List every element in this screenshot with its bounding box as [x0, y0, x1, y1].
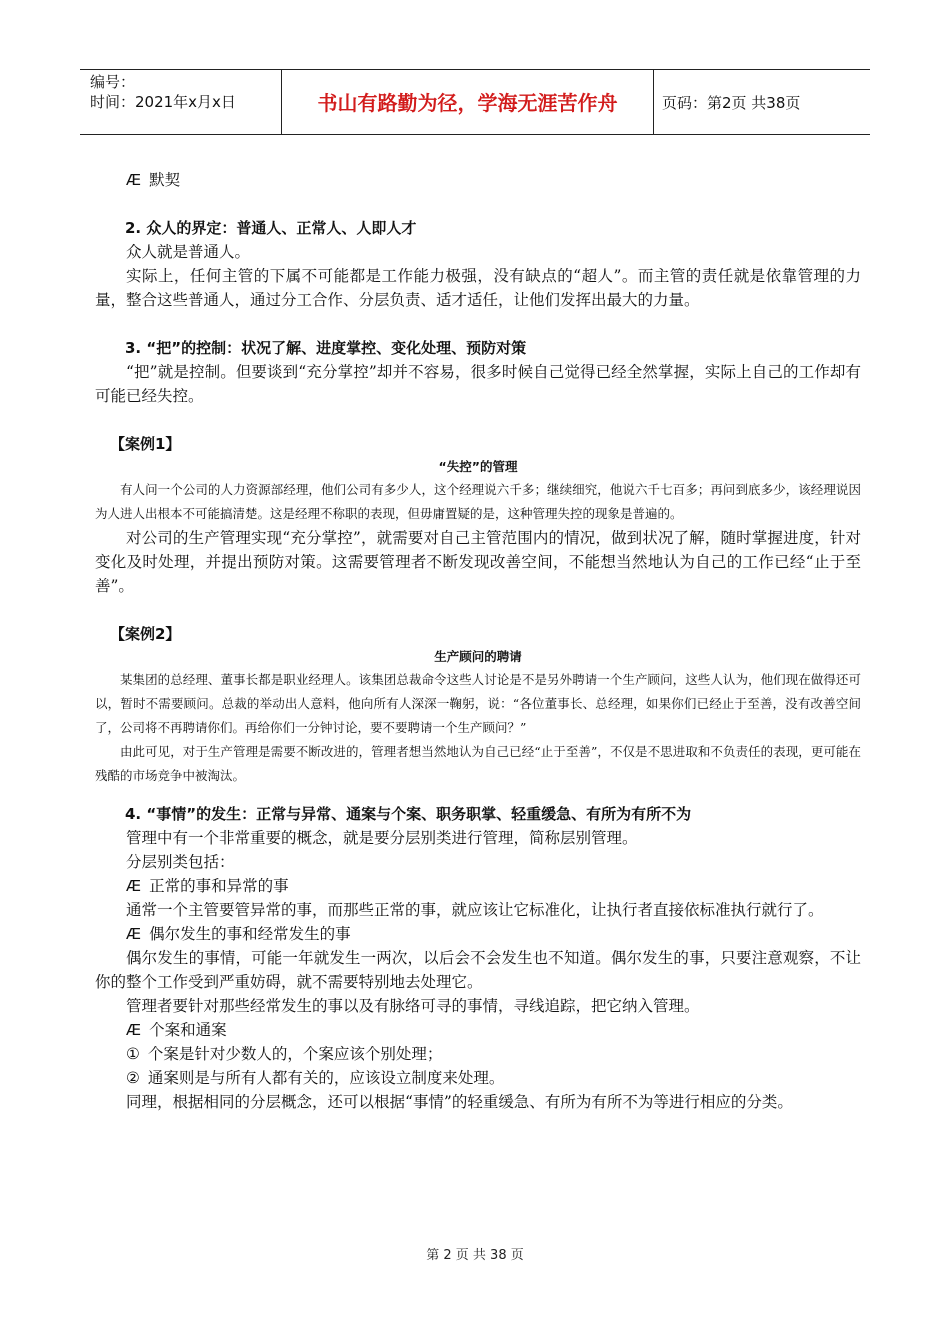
paragraph: 偶尔发生的事情，可能一年就发生一两次，以后会不会发生也不知道。偶尔发生的事，只要注意观察，不让你的整个工作受到严重妨碍，就不需要特别地去处理它。 [95, 949, 861, 991]
paragraph: 分层别类包括： [126, 853, 235, 871]
case-label-1: 【案例1】 [110, 435, 181, 453]
bullet-item [95, 922, 861, 946]
paragraph: 同理，根据相同的分层概念，还可以根据“事情”的轻重缓急、有所为有所不为等进行相应的分类。 [126, 1093, 793, 1111]
section-heading-4: 4. “事情”的发生：正常与异常、通案与个案、职务职掌、轻重缓急、有所为有所不为 [125, 805, 692, 823]
section-heading-3: 3. “把”的控制：状况了解、进度掌控、变化处理、预防对策 [125, 339, 527, 357]
paragraph: 众人就是普通人。 [126, 243, 251, 261]
bullet-marker: Æ [126, 171, 142, 189]
number-label: 编号： [90, 73, 136, 91]
document-body [95, 168, 861, 1114]
paragraph: “把”就是控制。但要谈到“充分掌控”却并不容易，很多时候自己觉得已经全然掌握，实际上自己的工作却有可能已经失控。 [95, 363, 861, 405]
bullet-marker: Æ [126, 877, 142, 895]
bullet-marker: Æ [126, 925, 142, 943]
case-text-2b: 由此可见，对于生产管理是需要不断改进的，管理者想当然地认为自己已经“止于至善”，不仅是不思进取和不负责任的表现，更可能在残酷的市场竞争中被淘汰。 [95, 744, 861, 783]
page-footer: 第 2 页 共 38 页 [426, 1248, 524, 1263]
numbered-text: 个案是针对少数人的，个案应该个别处理； [147, 1045, 443, 1063]
bullet-item [95, 1018, 861, 1042]
section-heading-2: 2. 众人的界定：普通人、正常人、人即人才 [125, 219, 417, 237]
paragraph: 实际上，任何主管的下属不可能都是工作能力极强，没有缺点的“超人”。而主管的责任就是依靠管理的力量，整合这些普通人，通过分工合作、分层负责、适才适任，让他们发挥出最大的力量。 [95, 267, 861, 309]
bullet-marker: Æ [126, 1021, 142, 1039]
header-page-info: 页码：第2页 共38页 [662, 94, 801, 112]
bullet-text: 默契 [149, 171, 181, 189]
bullet-item [95, 168, 861, 192]
number-marker: ② [126, 1069, 140, 1087]
case-title-2: 生产顾问的聘请 [434, 649, 522, 664]
paragraph: 通常一个主管要管异常的事，而那些正常的事，就应该让它标准化，让执行者直接依标准执行就行了。 [126, 901, 824, 919]
paragraph: 对公司的生产管理实现“充分掌控”，就需要对自己主管范围内的情况，做到状况了解，随时掌握进度，针对变化及时处理，并提出预防对策。这需要管理者不断发现改善空间，不能想当然地认为自己的工作已经“止于至善”。 [95, 529, 861, 595]
case-label-2: 【案例2】 [110, 625, 181, 643]
case-text-1: 有人问一个公司的人力资源部经理，他们公司有多少人，这个经理说六千多；继续细究，他说六千七百多；再问到底多少，该经理说因为人进人出根本不可能搞清楚。这是经理不称职的表现，但毋庸置疑的是，这种管理失控的现象是普遍的。 [95, 482, 861, 521]
bullet-text: 偶尔发生的事和经常发生的事 [149, 925, 351, 943]
bullet-item [95, 874, 861, 898]
numbered-item [95, 1042, 861, 1066]
header-table [80, 69, 870, 135]
date-label: 时间：2021年x月x日 [90, 93, 236, 111]
numbered-item [95, 1066, 861, 1090]
bullet-text: 正常的事和异常的事 [149, 877, 289, 895]
numbered-text: 通案则是与所有人都有关的，应该设立制度来处理。 [147, 1069, 505, 1087]
case-text-2a: 某集团的总经理、董事长都是职业经理人。该集团总裁命令这些人讨论是不是另外聘请一个生产顾问，这些人认为，他们现在做得还可以，暂时不需要顾问。总裁的举动出人意料，他向所有人深深一鞠躬，说：“各位董事长、总经理，如果你们已经止于至善，没有改善空间了，公司将不再聘请你们。再给你们一分钟讨论，要不要聘请一个生产顾问？” [95, 672, 861, 735]
number-marker: ① [126, 1045, 140, 1063]
header-info-cell [80, 70, 282, 134]
paragraph: 管理者要针对那些经常发生的事以及有脉络可寻的事情，寻线追踪，把它纳入管理。 [126, 997, 700, 1015]
bullet-text: 个案和通案 [149, 1021, 227, 1039]
paragraph: 管理中有一个非常重要的概念，就是要分层别类进行管理，简称层别管理。 [126, 829, 638, 847]
header-motto: 书山有路勤为径，学海无涯苦作舟 [282, 70, 654, 134]
case-title-1: “失控”的管理 [438, 459, 518, 474]
